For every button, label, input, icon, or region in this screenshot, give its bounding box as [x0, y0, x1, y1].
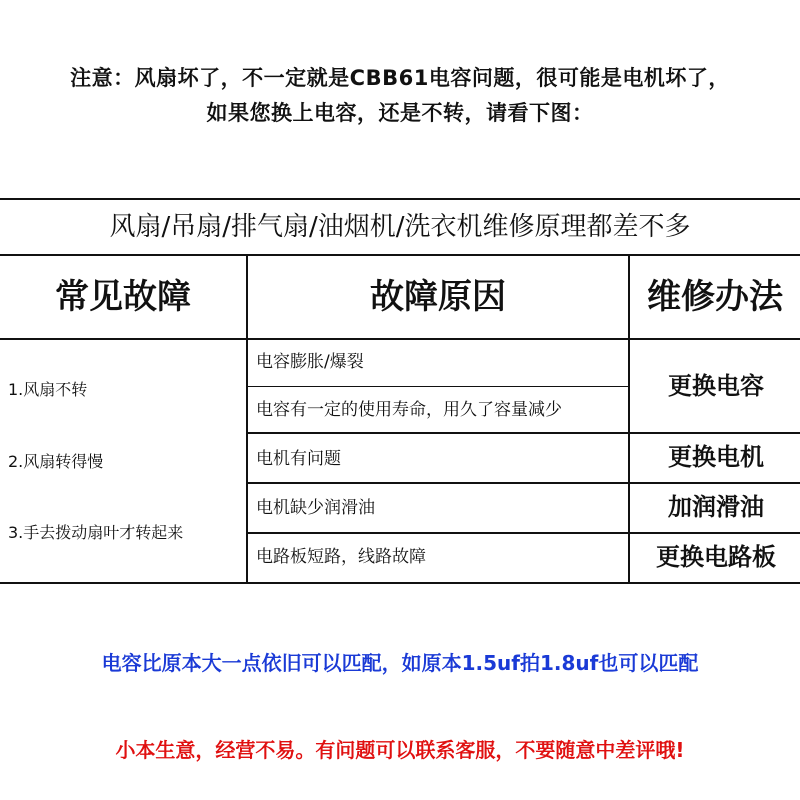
cause-item: 电路板短路，线路故障 — [256, 547, 426, 567]
row-divider-2 — [248, 482, 800, 484]
row-divider-3 — [248, 532, 800, 534]
fix-item: 更换电容 — [668, 372, 764, 400]
cause-item: 电机有问题 — [256, 449, 341, 469]
header-fault-causes: 故障原因 — [370, 277, 506, 317]
review-request-note: 小本生意，经营不易。有问题可以联系客服，不要随意中差评哦! — [115, 738, 685, 762]
fault-item: 1.风扇不转 — [8, 380, 88, 399]
notice-line-2: 如果您换上电容，还是不转，请看下图： — [206, 101, 594, 125]
header-common-faults: 常见故障 — [55, 277, 191, 317]
cause-row-divider — [248, 386, 630, 387]
notice-line-1: 注意：风扇坏了，不一定就是CBB61电容问题，很可能是电机坏了， — [70, 66, 730, 90]
fix-item: 更换电路板 — [656, 543, 776, 571]
fault-item: 3.手去拨动扇叶才转起来 — [8, 523, 184, 542]
fault-item: 2.风扇转得慢 — [8, 452, 104, 471]
fix-item: 更换电机 — [668, 443, 764, 471]
row-divider-1 — [248, 432, 800, 434]
header-repair-methods: 维修办法 — [647, 277, 783, 317]
cause-item: 电容有一定的使用寿命，用久了容量减少 — [256, 400, 562, 420]
table-subtitle: 风扇/吊扇/排气扇/油烟机/洗衣机维修原理都差不多 — [109, 212, 691, 242]
table-border-bottom — [0, 582, 800, 584]
cause-item: 电机缺少润滑油 — [256, 498, 375, 518]
table-border-header — [0, 338, 800, 340]
cause-item: 电容膨胀/爆裂 — [256, 352, 364, 372]
capacitor-match-tip: 电容比原本大一点依旧可以匹配，如原本1.5uf拍1.8uf也可以匹配 — [101, 651, 699, 675]
fix-item: 加润滑油 — [668, 493, 764, 521]
